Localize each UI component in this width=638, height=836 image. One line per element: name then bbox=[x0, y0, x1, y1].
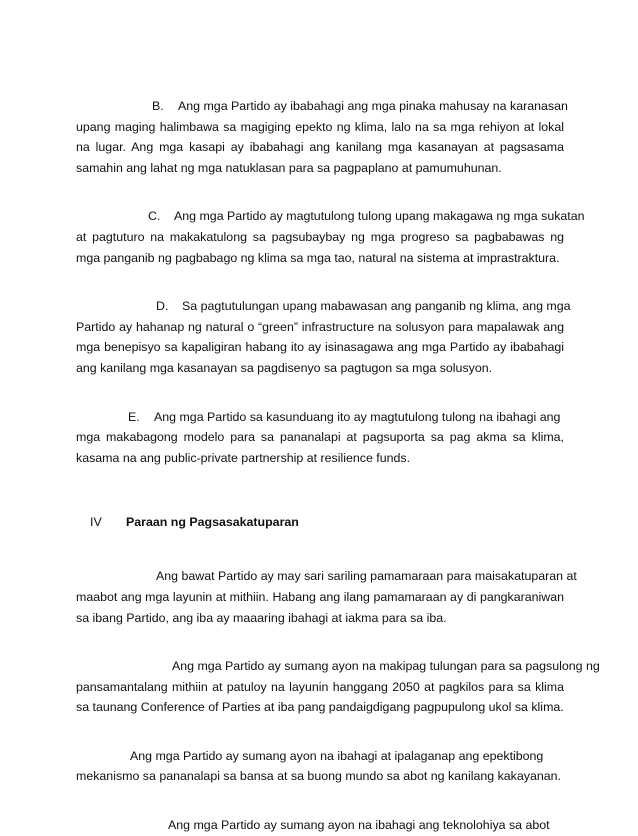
item-e bbox=[76, 407, 564, 469]
paragraph-4 bbox=[76, 815, 564, 836]
paragraph-3 bbox=[76, 746, 564, 787]
item-c-first-line bbox=[76, 206, 585, 227]
item-b-text: upang maging halimbawa sa magiging epekto ng klima, lalo na sa mga rehiyon at lokal na lugar. Ang mga kasapi ay ibabahagi ang kanilang mga kasanayan at pagsasama samahin ang lahat ng mga natuklasan para sa pagpaplano at pamumuhunan. bbox=[76, 119, 564, 175]
paragraph-3-text: mekanismo sa pananalapi sa bansa at sa buong mundo sa abot ng kanilang kakayanan. bbox=[76, 769, 561, 784]
item-e-text: mga makabagong modelo para sa pananalapi at pagsuporta sa pag akma sa klima, kasama na ang public-private partnership at resilience funds. bbox=[76, 430, 564, 465]
item-e-letter: E. bbox=[128, 409, 140, 424]
paragraph-2-text: pansamantalang mithiin at patuloy na layunin hanggang 2050 at pagkilos para sa klima sa taunang Conference of Parties at iba pang pandaigdigang pagpupulong ukol sa klima. bbox=[76, 679, 564, 715]
item-e-first-line bbox=[76, 407, 564, 428]
section-number: IV bbox=[90, 515, 102, 530]
paragraph-4-first-line: Ang mga Partido ay sumang ayon na ibahagi ang teknolohiya sa abot bbox=[168, 818, 550, 833]
section-title: Paraan ng Pagsasakatuparan bbox=[126, 515, 299, 530]
item-d-text: Partido ay hahanap ng natural o “green” infrastructure na solusyon para mapalawak ang mga benepisyo sa kapaligiran habang ito ay isinasagawa ang mga Partido ay ibabahagi ang kanilang mga kasanayan sa pagdisenyo sa pagtugon sa mga solusyon. bbox=[76, 319, 564, 375]
item-d-first-line bbox=[76, 296, 571, 317]
item-b-first-line bbox=[76, 96, 568, 117]
paragraph-1 bbox=[76, 566, 577, 628]
item-c bbox=[76, 206, 585, 268]
paragraph-2 bbox=[76, 656, 600, 718]
document-body bbox=[76, 96, 600, 836]
paragraph-1-text: maabot ang mga layunin at mithiin. Habang ang ilang pamamaraan ay di pangkaraniwan sa ibang Partido, ang iba ay maaaring ibahagi at iakma para sa iba. bbox=[76, 589, 564, 625]
paragraph-1-first-line: Ang bawat Partido ay may sari sariling pamamaraan para maisakatuparan at bbox=[156, 569, 577, 584]
item-d-letter: D. bbox=[156, 299, 169, 314]
item-c-text: at pagtuturo na makakatulong sa pagsubaybay ng mga progreso sa pagbabawas ng mga panganib ng pagbabago ng klima sa mga tao, natural na sistema at imprastraktura. bbox=[76, 229, 564, 265]
item-e-first-text: Ang mga Partido sa kasunduang ito ay magtutulong tulong na ibahagi ang bbox=[154, 409, 561, 424]
item-b-letter: B. bbox=[152, 99, 164, 113]
item-c-first-text: Ang mga Partido ay magtutulong tulong upang makagawa ng mga sukatan bbox=[174, 209, 585, 224]
paragraph-2-first-line: Ang mga Partido ay sumang ayon na makipag tulungan para sa pagsulong ng bbox=[172, 659, 600, 674]
paragraph-3-first-line: Ang mga Partido ay sumang ayon na ibahagi at ipalaganap ang epektibong bbox=[130, 748, 544, 763]
item-d bbox=[76, 296, 571, 378]
item-b-first-text: Ang mga Partido ay ibabahagi ang mga pinaka mahusay na karanasan bbox=[178, 99, 568, 113]
section-heading bbox=[76, 512, 564, 532]
item-b bbox=[76, 96, 568, 178]
item-d-first-text: Sa pagtutulungan upang mabawasan ang panganib ng klima, ang mga bbox=[182, 299, 571, 314]
item-c-letter: C. bbox=[148, 209, 161, 224]
